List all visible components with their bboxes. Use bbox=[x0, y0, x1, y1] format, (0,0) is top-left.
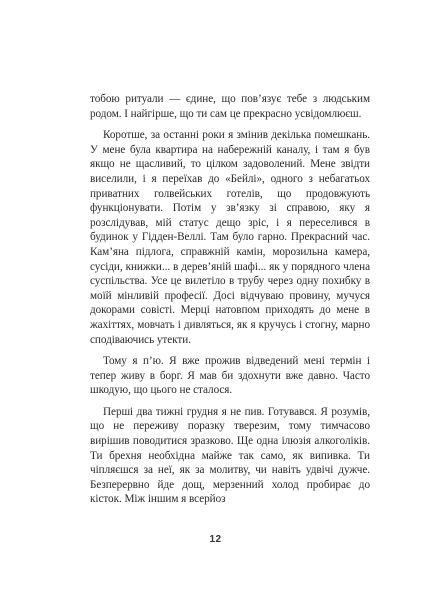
paragraph: Тому я п’ю. Я вже прожив відведений мені термін і тепер живу в борг. Я мав би здохнути вже давно. Часто шкодую, що цього не сталося. bbox=[90, 355, 370, 397]
paragraph-continuation: тобою ритуали — єдине, що пов’язує тебе з людським родом. І найгірше, що ти сам це прекрасно усвідомлюєш. bbox=[90, 93, 370, 120]
body-text bbox=[90, 92, 370, 507]
paragraph: Коротше, за останні роки я змінив декілька помешкань. У мене була квартира на набережній каналу, і там я був якщо не щасливий, то цілком задоволений. Мене звідти виселили, і я переїхав до «Бейлі», одного з небагатьох приватних голвейських готелів, що продовжують функціонувати. Потім у зв’язку зі справою, яку я розслідував, мій статус дещо зріс, і я переселився в будинок у Гідден-Веллі. Там було гарно. Прекрасний час. Кам’яна підлога, справжній камін, морозильна камера, сусіди, книжки... в дерев’яній шафі... як у порядного члена суспільства. Усе це вилетіло в трубу через одну похибку в моїй мінливій професії. Досі відчуваю провину, мучуся докорами совісті. Мерці натовпом приходять до мене в жахіттях, мовчать і дивляться, як я кручусь і стогну, марно сподіваючись утекти. bbox=[90, 129, 370, 346]
paragraph: Перші два тижні грудня я не пив. Готувався. Я розумів, що не переживу поразку тверезим, тому тимчасово вирішив поводитися зразково. Ще одна ілюзія алкоголіків. Ти брехня необхідна майже так само, як випивка. Ти чіпляєшся за неї, як за молитву, чи навіть удвічі дужче. Безперервно йде дощ, мерзенний холод пробирає до кісток. Між іншим я всерйоз bbox=[90, 405, 370, 506]
page-number: 12 bbox=[209, 534, 222, 545]
